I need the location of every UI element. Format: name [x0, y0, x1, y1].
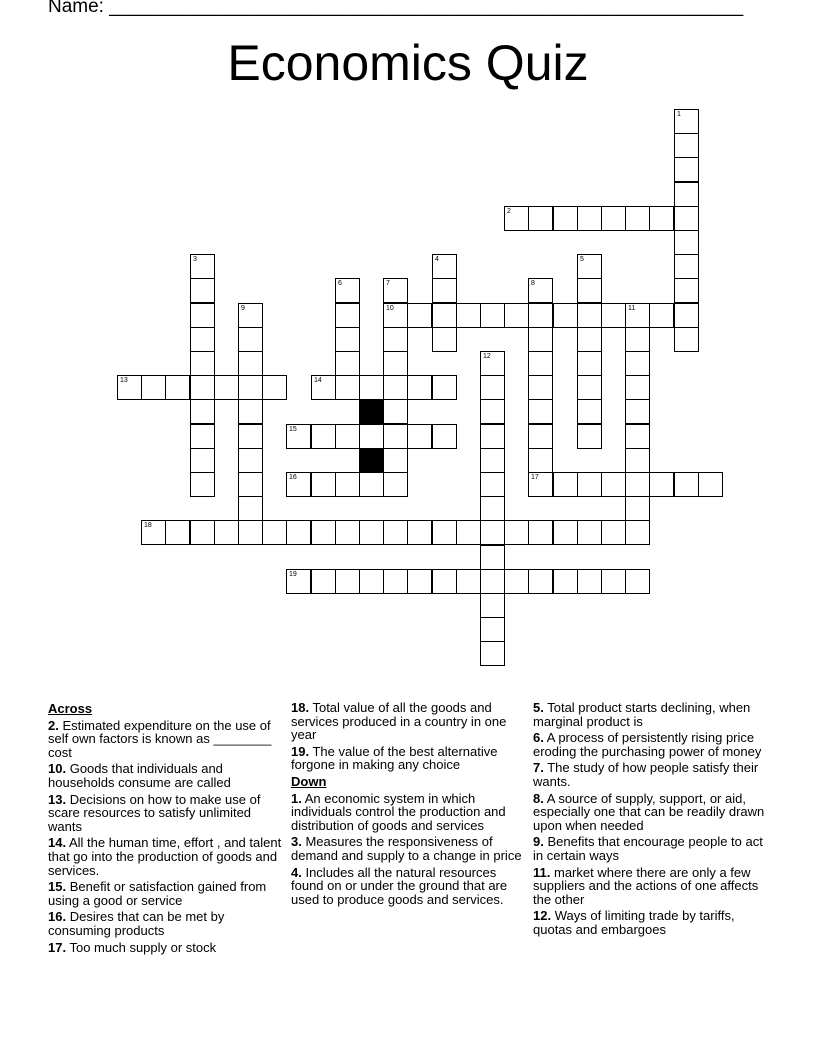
- crossword-cell[interactable]: [335, 472, 360, 497]
- crossword-cell[interactable]: [674, 254, 699, 279]
- clue-number: 3: [193, 256, 197, 263]
- crossword-cell[interactable]: [432, 278, 457, 303]
- crossword-cell[interactable]: [649, 303, 674, 328]
- crossword-cell[interactable]: [165, 375, 190, 400]
- crossword-cell[interactable]: [480, 641, 505, 666]
- crossword-cell[interactable]: [238, 448, 263, 473]
- crossword-cell[interactable]: [286, 569, 311, 594]
- crossword-cell[interactable]: [311, 424, 336, 449]
- clues-column-2: [291, 701, 527, 909]
- crossword-cell[interactable]: [335, 303, 360, 328]
- crossword-cell[interactable]: [480, 617, 505, 642]
- across-clue: 18. Total value of all the goods and services produced in a country in one year: [291, 700, 507, 743]
- crossword-cell[interactable]: [553, 303, 578, 328]
- crossword-cell[interactable]: [504, 303, 529, 328]
- crossword-cell[interactable]: [625, 375, 650, 400]
- crossword-cell[interactable]: [238, 520, 263, 545]
- crossword-cell[interactable]: [480, 545, 505, 570]
- clue-number: 15: [289, 426, 297, 433]
- crossword-cell[interactable]: [335, 569, 360, 594]
- crossword-cell[interactable]: [480, 569, 505, 594]
- crossword-cell[interactable]: [674, 157, 699, 182]
- clue-number: 12: [483, 353, 491, 360]
- crossword-cell[interactable]: [528, 375, 553, 400]
- crossword-cell[interactable]: [383, 424, 408, 449]
- crossword-cell[interactable]: [262, 375, 287, 400]
- crossword-cell[interactable]: [432, 569, 457, 594]
- crossword-cell[interactable]: [190, 472, 215, 497]
- crossword-block: [359, 399, 384, 424]
- clue-number: 8: [531, 280, 535, 287]
- crossword-cell[interactable]: [238, 399, 263, 424]
- crossword-cell[interactable]: [674, 472, 699, 497]
- crossword-cell[interactable]: [311, 375, 336, 400]
- across-clue: 14. All the human time, effort , and talent that go into the production of goods and services.: [48, 835, 282, 878]
- down-clue: 6. A process of persistently rising price eroding the purchasing power of money: [533, 730, 762, 759]
- crossword-cell[interactable]: [432, 375, 457, 400]
- crossword-cell[interactable]: [528, 448, 553, 473]
- crossword-cell[interactable]: [359, 424, 384, 449]
- crossword-cell[interactable]: [407, 424, 432, 449]
- across-clue: 16. Desires that can be met by consuming products: [48, 909, 225, 938]
- crossword-cell[interactable]: [480, 303, 505, 328]
- crossword-cell[interactable]: [674, 206, 699, 231]
- clue-number: 1: [677, 111, 681, 118]
- crossword-cell[interactable]: [190, 303, 215, 328]
- crossword-cell[interactable]: [383, 520, 408, 545]
- crossword-cell[interactable]: [601, 303, 626, 328]
- crossword-cell[interactable]: [456, 303, 481, 328]
- crossword-cell[interactable]: [383, 375, 408, 400]
- page-title: Economics Quiz: [227, 35, 589, 91]
- crossword-cell[interactable]: [625, 472, 650, 497]
- crossword-cell[interactable]: [674, 133, 699, 158]
- crossword-cell[interactable]: [335, 520, 360, 545]
- crossword-cell[interactable]: [698, 472, 723, 497]
- down-clue: 4. Includes all the natural resources found on or under the ground that are used to produce goods and services.: [291, 864, 508, 907]
- crossword-cell[interactable]: [190, 520, 215, 545]
- clue-number: 19: [289, 571, 297, 578]
- down-clue: 3. Measures the responsiveness of demand and supply to a change in price: [291, 834, 522, 863]
- crossword-cell[interactable]: [383, 448, 408, 473]
- crossword-cell[interactable]: [577, 375, 602, 400]
- crossword-cell[interactable]: [577, 278, 602, 303]
- down-clue: 7. The study of how people satisfy their wants.: [533, 760, 759, 789]
- clues-column-1: [48, 701, 284, 957]
- crossword-cell[interactable]: [190, 448, 215, 473]
- down-clue: 5. Total product starts declining, when marginal product is: [533, 700, 751, 729]
- crossword-cell[interactable]: [432, 520, 457, 545]
- crossword-cell[interactable]: [625, 496, 650, 521]
- crossword-cell[interactable]: [601, 569, 626, 594]
- crossword-cell[interactable]: [335, 278, 360, 303]
- crossword-cell[interactable]: [577, 254, 602, 279]
- crossword-cell[interactable]: [553, 206, 578, 231]
- crossword-cell[interactable]: [577, 424, 602, 449]
- crossword-cell[interactable]: [625, 327, 650, 352]
- crossword-cell[interactable]: [335, 375, 360, 400]
- crossword-cell[interactable]: [311, 569, 336, 594]
- crossword-cell[interactable]: [141, 375, 166, 400]
- crossword-cell[interactable]: [407, 569, 432, 594]
- crossword-cell[interactable]: [553, 520, 578, 545]
- crossword-cell[interactable]: [359, 375, 384, 400]
- crossword-cell[interactable]: [601, 472, 626, 497]
- crossword-cell[interactable]: [383, 569, 408, 594]
- crossword-cell[interactable]: [432, 424, 457, 449]
- crossword-cell[interactable]: [214, 375, 239, 400]
- crossword-cell[interactable]: [625, 351, 650, 376]
- crossword-cell[interactable]: [504, 520, 529, 545]
- crossword-cell[interactable]: [407, 520, 432, 545]
- crossword-cell[interactable]: [577, 327, 602, 352]
- crossword-cell[interactable]: [480, 399, 505, 424]
- crossword-cell[interactable]: [383, 399, 408, 424]
- crossword-cell[interactable]: [674, 327, 699, 352]
- crossword-cell[interactable]: [649, 472, 674, 497]
- crossword-cell[interactable]: [117, 375, 142, 400]
- crossword-cell[interactable]: [238, 303, 263, 328]
- crossword-cell[interactable]: [311, 520, 336, 545]
- across-clue: 19. The value of the best alternative forgone in making any choice: [291, 743, 498, 773]
- crossword-cell[interactable]: [383, 278, 408, 303]
- crossword-cell[interactable]: [190, 278, 215, 303]
- crossword-cell[interactable]: [553, 569, 578, 594]
- crossword-cell[interactable]: [649, 206, 674, 231]
- crossword-cell[interactable]: [674, 109, 699, 134]
- crossword-cell[interactable]: [528, 278, 553, 303]
- crossword-cell[interactable]: [335, 424, 360, 449]
- crossword-cell[interactable]: [359, 520, 384, 545]
- crossword-cell[interactable]: [528, 351, 553, 376]
- crossword-cell[interactable]: [577, 520, 602, 545]
- crossword-cell[interactable]: [432, 254, 457, 279]
- crossword-cell[interactable]: [359, 569, 384, 594]
- crossword-cell[interactable]: [553, 472, 578, 497]
- crossword-cell[interactable]: [165, 520, 190, 545]
- down-clue: 9. Benefits that encourage people to act in certain ways: [533, 834, 763, 863]
- crossword-cell[interactable]: [528, 424, 553, 449]
- crossword-cell[interactable]: [504, 569, 529, 594]
- clue-number: 18: [144, 522, 152, 529]
- crossword-cell[interactable]: [674, 230, 699, 255]
- crossword-cell[interactable]: [432, 303, 457, 328]
- crossword-cell[interactable]: [528, 327, 553, 352]
- crossword-cell[interactable]: [528, 303, 553, 328]
- down-clue: 12. Ways of limiting trade by tariffs, quotas and embargoes: [533, 908, 735, 937]
- crossword-cell[interactable]: [577, 399, 602, 424]
- clue-number: 6: [338, 280, 342, 287]
- clues-column-3: [533, 701, 769, 940]
- crossword-cell[interactable]: [625, 399, 650, 424]
- crossword-cell[interactable]: [335, 327, 360, 352]
- crossword-cell[interactable]: [286, 424, 311, 449]
- crossword-cell[interactable]: [528, 472, 553, 497]
- crossword-cell[interactable]: [238, 351, 263, 376]
- crossword-cell[interactable]: [238, 375, 263, 400]
- crossword-cell[interactable]: [480, 593, 505, 618]
- across-clue: 17. Too much supply or stock: [48, 939, 217, 955]
- crossword-cell[interactable]: [432, 327, 457, 352]
- clue-number: 13: [120, 377, 128, 384]
- crossword-cell[interactable]: [480, 520, 505, 545]
- crossword-cell[interactable]: [335, 351, 360, 376]
- across-clue: 10. Goods that individuals and households consume are called: [48, 761, 231, 790]
- clue-number: 7: [386, 280, 390, 287]
- crossword-cell[interactable]: [311, 472, 336, 497]
- crossword-cell[interactable]: [480, 375, 505, 400]
- across-clue: 13. Decisions on how to make use of scare resources to satisfy unlimited wants: [48, 791, 261, 834]
- name-field[interactable]: Name: ____________________________________________________________: [48, 0, 744, 17]
- crossword-cell[interactable]: [383, 472, 408, 497]
- crossword-cell[interactable]: [625, 303, 650, 328]
- crossword-cell[interactable]: [190, 254, 215, 279]
- crossword-cell[interactable]: [407, 375, 432, 400]
- clue-number: 16: [289, 474, 297, 481]
- crossword-cell[interactable]: [528, 520, 553, 545]
- clue-number: 11: [628, 305, 636, 312]
- crossword-cell[interactable]: [238, 472, 263, 497]
- crossword-cell[interactable]: [190, 399, 215, 424]
- crossword-cell[interactable]: [480, 496, 505, 521]
- crossword-cell[interactable]: [480, 472, 505, 497]
- down-clue: 1. An economic system in which individuals control the production and distribution of goods and services: [291, 790, 506, 833]
- down-heading: Down: [291, 773, 327, 789]
- across-clue: 2. Estimated expenditure on the use of self own factors is known as ________ cost: [48, 717, 272, 760]
- crossword-cell[interactable]: [674, 182, 699, 207]
- down-clue: 11. market where there are only a few suppliers and the actions of one affects the other: [533, 864, 759, 907]
- crossword-cell[interactable]: [528, 569, 553, 594]
- crossword-cell[interactable]: [480, 351, 505, 376]
- crossword-cell[interactable]: [383, 351, 408, 376]
- crossword-cell[interactable]: [383, 303, 408, 328]
- crossword-cell[interactable]: [625, 206, 650, 231]
- clue-number: 5: [580, 256, 584, 263]
- crossword-cell[interactable]: [286, 520, 311, 545]
- crossword-cell[interactable]: [214, 520, 239, 545]
- crossword-cell[interactable]: [141, 520, 166, 545]
- crossword-cell[interactable]: [674, 278, 699, 303]
- crossword-cell[interactable]: [577, 206, 602, 231]
- crossword-cell[interactable]: [577, 569, 602, 594]
- crossword-cell[interactable]: [625, 520, 650, 545]
- crossword-cell[interactable]: [190, 375, 215, 400]
- crossword-cell[interactable]: [190, 327, 215, 352]
- crossword-cell[interactable]: [262, 520, 287, 545]
- crossword-cell[interactable]: [456, 520, 481, 545]
- crossword-cell[interactable]: [238, 327, 263, 352]
- crossword-cell[interactable]: [238, 496, 263, 521]
- crossword-cell[interactable]: [359, 472, 384, 497]
- clue-number: 2: [507, 208, 511, 215]
- clue-number: 9: [241, 305, 245, 312]
- crossword-cell[interactable]: [674, 303, 699, 328]
- crossword-cell[interactable]: [625, 424, 650, 449]
- clue-number: 14: [314, 377, 322, 384]
- crossword-cell[interactable]: [190, 351, 215, 376]
- crossword-cell[interactable]: [407, 303, 432, 328]
- across-heading: Across: [48, 701, 93, 716]
- down-clue: 8. A source of supply, support, or aid, especially one that can be readily drawn upon when needed: [533, 790, 765, 833]
- clue-number: 10: [386, 305, 394, 312]
- crossword-cell[interactable]: [577, 351, 602, 376]
- crossword-cell[interactable]: [456, 569, 481, 594]
- crossword-cell[interactable]: [625, 569, 650, 594]
- crossword-cell[interactable]: [577, 303, 602, 328]
- crossword-cell[interactable]: [190, 424, 215, 449]
- crossword-cell[interactable]: [528, 206, 553, 231]
- crossword-cell[interactable]: [480, 424, 505, 449]
- crossword-cell[interactable]: [601, 520, 626, 545]
- crossword-cell[interactable]: [480, 448, 505, 473]
- clue-number: 4: [435, 256, 439, 263]
- crossword-cell[interactable]: [625, 448, 650, 473]
- crossword-cell[interactable]: [238, 424, 263, 449]
- crossword-cell[interactable]: [528, 399, 553, 424]
- crossword-cell[interactable]: [577, 472, 602, 497]
- crossword-cell[interactable]: [601, 206, 626, 231]
- crossword-cell[interactable]: [286, 472, 311, 497]
- across-clue: 15. Benefit or satisfaction gained from using a good or service: [48, 879, 267, 908]
- crossword-cell[interactable]: [383, 327, 408, 352]
- clue-number: 17: [531, 474, 539, 481]
- crossword-block: [359, 448, 384, 473]
- crossword-cell[interactable]: [504, 206, 529, 231]
